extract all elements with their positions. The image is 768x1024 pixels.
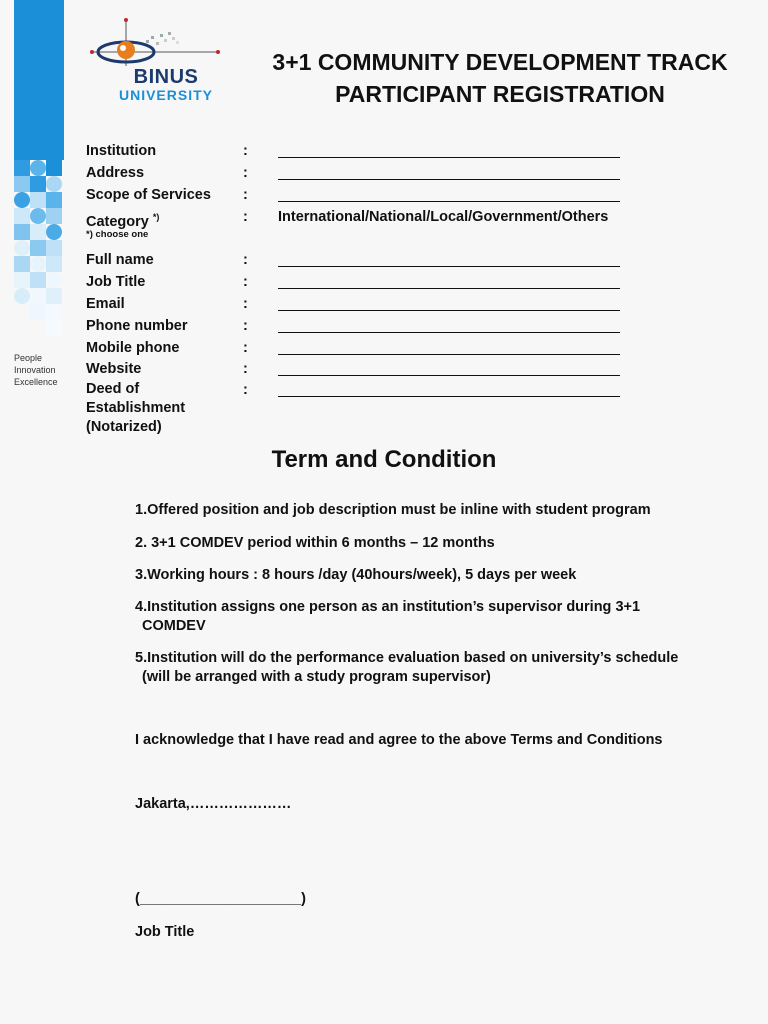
terms-heading: Term and Condition	[271, 446, 497, 473]
scope-input-line[interactable]	[278, 201, 620, 202]
brand-tagline	[14, 352, 58, 388]
job-title-input-line[interactable]	[278, 288, 620, 289]
binus-logo	[86, 18, 246, 108]
field-colon: :	[243, 318, 248, 334]
field-colon: :	[243, 340, 248, 356]
tagline-people: People	[14, 353, 43, 363]
field-colon: :	[243, 361, 248, 377]
logo-wordmark: BINUS	[133, 66, 199, 88]
title-line-2: PARTICIPANT REGISTRATION	[335, 81, 665, 107]
phone-input-line[interactable]	[278, 332, 620, 333]
field-colon: :	[243, 187, 248, 203]
term-item-3: 3.Working hours : 8 hours /day (40hours/week), 5 days per week	[135, 567, 577, 583]
field-colon: :	[243, 143, 248, 159]
category-marker: *)	[152, 212, 160, 222]
address-input-line[interactable]	[278, 179, 620, 180]
signature-line[interactable]: (____________________)	[135, 891, 306, 907]
email-input-line[interactable]	[278, 310, 620, 311]
sidebar-mosaic-pattern	[14, 160, 64, 340]
term-item-1: 1.Offered position and job description must be inline with student program	[135, 502, 651, 518]
sidebar-brand-bar	[14, 0, 64, 160]
page-title	[250, 46, 750, 110]
institution-input-line[interactable]	[278, 157, 620, 158]
term-item-5: 5.Institution will do the performance evaluation based on university’s schedule (will be arranged with a study program supervisor)	[135, 650, 679, 685]
field-label: Institution	[86, 143, 157, 159]
logo-emblem-icon	[86, 18, 246, 68]
field-label: Category *)	[86, 212, 160, 230]
field-label: Website	[86, 361, 142, 377]
category-options[interactable]: International/National/Local/Government/Others	[278, 209, 609, 225]
tagline-innovation: Innovation	[14, 365, 56, 375]
field-colon: :	[243, 274, 248, 290]
field-colon: :	[243, 296, 248, 312]
field-label: Mobile phone	[86, 340, 180, 356]
field-label: Email	[86, 296, 125, 312]
field-colon: :	[243, 209, 248, 225]
field-label: Scope of Services	[86, 187, 211, 203]
field-label: Job Title	[86, 274, 146, 290]
signature-caption: Job Title	[135, 924, 195, 940]
acknowledgement-text: I acknowledge that I have read and agree to the above Terms and Conditions	[135, 732, 663, 748]
field-label-deed: Deed of Establishment (Notarized)	[86, 381, 186, 435]
full-name-input-line[interactable]	[278, 266, 620, 267]
field-colon: :	[243, 252, 248, 268]
title-line-1: 3+1 COMMUNITY DEVELOPMENT TRACK	[272, 49, 728, 75]
tagline-excellence: Excellence	[14, 377, 58, 387]
field-label: Phone number	[86, 318, 188, 334]
term-item-4: 4.Institution assigns one person as an institution’s supervisor during 3+1 COMDEV	[135, 599, 641, 634]
field-colon: :	[243, 382, 248, 398]
field-label: Address	[86, 165, 145, 181]
mobile-input-line[interactable]	[278, 354, 620, 355]
field-colon: :	[243, 165, 248, 181]
deed-input-line[interactable]	[278, 396, 620, 397]
field-label: Full name	[86, 252, 154, 268]
category-note: *) choose one	[86, 229, 149, 240]
term-item-2: 2. 3+1 COMDEV period within 6 months – 12 months	[135, 535, 495, 551]
signature-place-date[interactable]: Jakarta,…………………	[135, 796, 292, 812]
website-input-line[interactable]	[278, 375, 620, 376]
logo-subtitle: UNIVERSITY	[118, 87, 213, 103]
